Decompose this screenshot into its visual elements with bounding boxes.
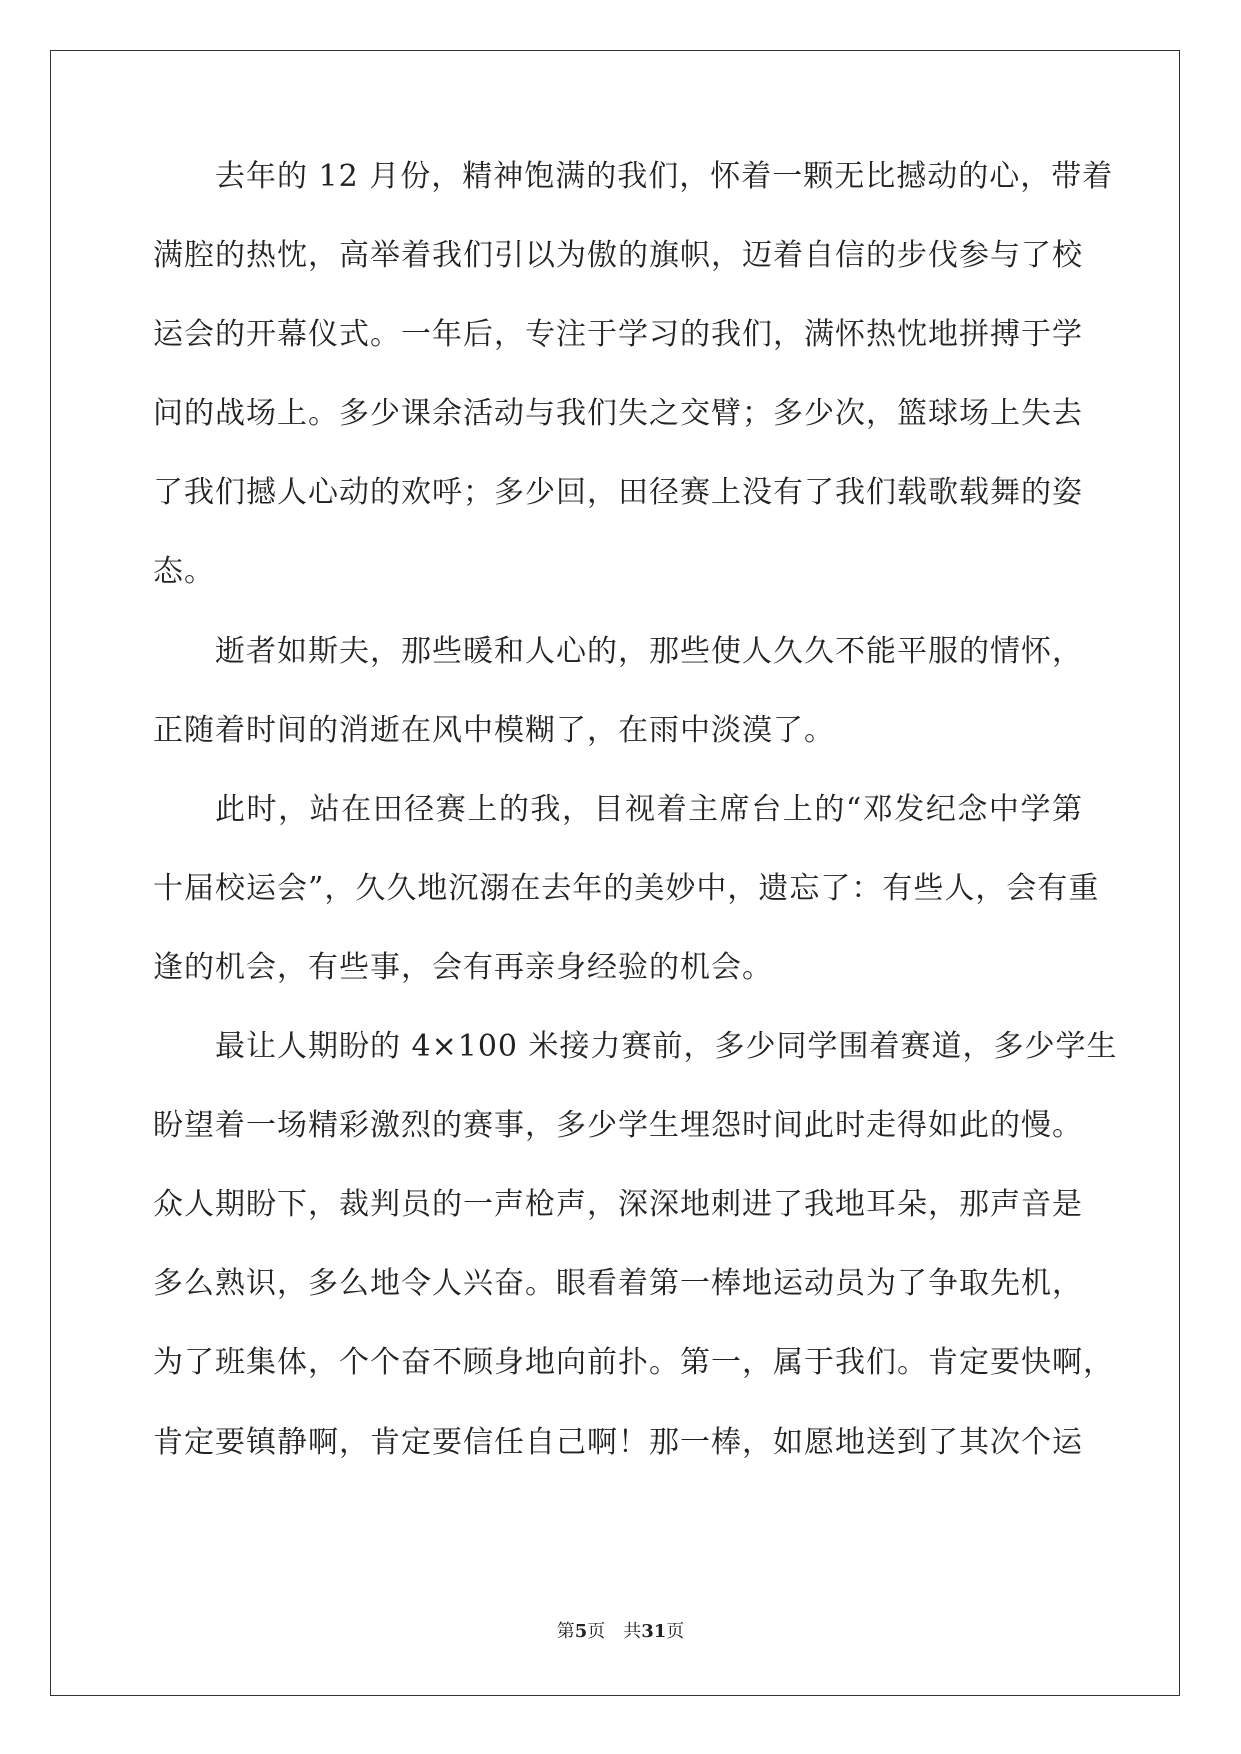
- paragraph-2-line-2: 正随着时间的消逝在风中模糊了，在雨中淡漠了。: [153, 712, 835, 748]
- paragraph-4-line-3: 众人期盼下，裁判员的一声枪声，深深地刺进了我地耳朵，那声音是: [153, 1187, 1083, 1223]
- paragraph-3-line-1: 此时，站在田径赛上的我，目视着主席台上的“邓发纪念中学第: [215, 791, 1083, 827]
- paragraph-1-line-2: 满腔的热忱，高举着我们引以为傲的旗帜，迈着自信的步伐参与了校: [153, 238, 1083, 274]
- paragraph-1-line-3: 运会的开幕仪式。一年后，专注于学习的我们，满怀热忱地拼搏于学: [153, 317, 1083, 353]
- page-footer: [0, 1617, 1241, 1643]
- document-body: [153, 159, 1118, 1507]
- paragraph-1-line-6: 态。: [153, 554, 215, 590]
- page-total-number: 31: [641, 1621, 667, 1642]
- paragraph-4-line-6: 肯定要镇静啊，肯定要信任自己啊！那一棒，如愿地送到了其次个运: [153, 1424, 1083, 1460]
- paragraph-4-line-1: 最让人期盼的 4×100 米接力赛前，多少同学围着赛道，多少学生: [215, 1029, 1118, 1065]
- paragraph-2-line-1: 逝者如斯夫，那些暖和人心的，那些使人久久不能平服的情怀，: [215, 633, 1083, 669]
- paragraph-3-line-3: 逢的机会，有些事，会有再亲身经验的机会。: [153, 949, 773, 985]
- paragraph-4-line-5: 为了班集体，个个奋不顾身地向前扑。第一，属于我们。肯定要快啊，: [153, 1345, 1114, 1381]
- paragraph-1-line-5: 了我们撼人心动的欢呼；多少回，田径赛上没有了我们载歌载舞的姿: [153, 475, 1083, 511]
- paragraph-4-line-2: 盼望着一场精彩激烈的赛事，多少学生埋怨时间此时走得如此的慢。: [153, 1108, 1083, 1144]
- paragraph-3-line-2: 十届校运会”，久久地沉溺在去年的美妙中，遗忘了：有些人，会有重: [153, 870, 1100, 906]
- paragraph-1-line-1: 去年的 12 月份，精神饱满的我们，怀着一颗无比撼动的心，带着: [215, 159, 1114, 194]
- paragraph-1-line-4: 问的战场上。多少课余活动与我们失之交臂；多少次，篮球场上失去: [153, 396, 1083, 432]
- total-prefix: 共: [623, 1621, 642, 1642]
- page-prefix: 第: [556, 1621, 575, 1642]
- page-suffix: 页: [587, 1621, 606, 1642]
- page-current-number: 5: [574, 1621, 588, 1642]
- paragraph-4-line-4: 多么熟识，多么地令人兴奋。眼看着第一棒地运动员为了争取先机，: [153, 1266, 1083, 1302]
- total-suffix: 页: [666, 1621, 685, 1642]
